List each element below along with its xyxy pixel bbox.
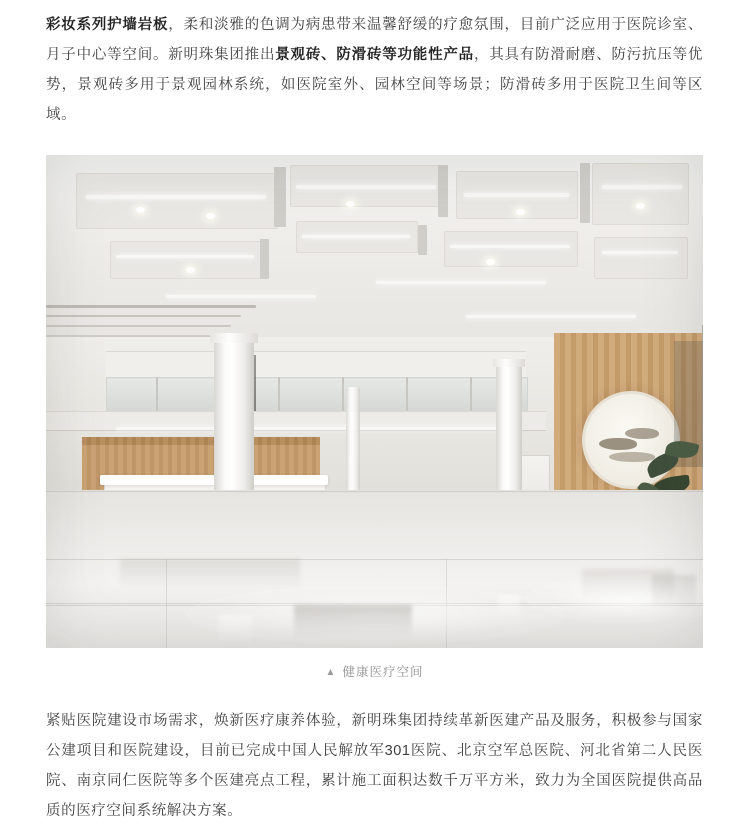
desk-reflection — [120, 559, 300, 589]
soffit-line — [46, 305, 256, 308]
ceiling-light-strip — [166, 295, 316, 298]
downlight — [516, 209, 525, 215]
soffit-line — [46, 315, 241, 317]
column-center-cap — [493, 359, 525, 367]
ceiling-panel — [594, 237, 688, 279]
ceiling-reveal — [418, 225, 427, 255]
floor-joint — [46, 491, 703, 492]
rail-post — [470, 377, 472, 411]
paragraph-one-lead: 彩妆系列护墙岩板 — [46, 17, 169, 33]
art-motif — [609, 452, 655, 462]
column-left-cap — [210, 333, 258, 343]
rail-post — [342, 377, 344, 411]
column-reflection — [218, 615, 252, 647]
ceiling-panel — [444, 231, 578, 267]
ceiling-panel — [110, 241, 262, 279]
ceiling-light-strip — [450, 245, 570, 248]
ceiling-light-strip — [466, 315, 636, 318]
downlight — [486, 259, 495, 265]
ceiling-panel — [592, 163, 689, 225]
ceiling-reveal — [438, 165, 448, 217]
hospital-lobby-figure — [46, 155, 703, 680]
rail-post — [278, 377, 280, 411]
ceiling-light-strip — [602, 251, 678, 254]
paragraph-one-text-b: ，其具有防滑耐磨、防污抗压等优势，景观砖多用于景观园林系统，如医院室外、园林空间等场景；防滑砖多用于医院卫生间等区域。 — [46, 47, 703, 124]
ceiling-reveal — [260, 239, 269, 279]
paragraph-one — [46, 0, 703, 131]
rail-post — [406, 377, 408, 411]
mezzanine-glass-rail — [106, 377, 528, 413]
reception-wood-top-edge — [82, 437, 320, 445]
hospital-lobby-photo — [46, 155, 703, 648]
downlight — [136, 207, 145, 213]
circular-art-medallion — [582, 391, 680, 489]
paragraph-one-bold-two: 景观砖、防滑砖等功能性产品 — [275, 47, 474, 64]
rail-post — [156, 377, 158, 411]
paragraph-one-text-a: ，柔和淡雅的色调为病患带来温馨舒缓的疗愈氛围，目前广泛应用于医院诊室、月子中心等空间。新明珠集团推出 — [46, 17, 703, 64]
soffit-line — [46, 325, 231, 327]
ceiling-light-strip — [464, 193, 569, 197]
figure-caption — [46, 648, 703, 680]
ceiling-light-strip — [116, 255, 254, 258]
paragraph-two: 紧贴医院建设市场需求，焕新医疗康养体验，新明珠集团持续革新医建产品及服务，积极参与国家公建项目和医院建设，目前已完成中国人民解放军301医院、北京空军总医院、河北省第二人民医院、南京同仁医院等多个医建亮点工程，累计施工面积达数千万平方米，致力为全国医院提供高品质的医疗空间系统解决方案。 — [46, 712, 703, 820]
ceiling-light-strip — [376, 281, 546, 284]
ceiling-light-strip — [302, 235, 410, 238]
mezzanine-band — [106, 351, 526, 379]
ceiling-light-strip — [602, 185, 682, 189]
ceiling-reveal — [274, 167, 286, 227]
ceiling-panel — [76, 173, 278, 229]
ceiling-light-strip — [86, 195, 266, 199]
column-reflection — [498, 595, 520, 623]
art-motif — [599, 438, 637, 450]
wall-light-strip — [116, 427, 506, 430]
plant-reflection — [652, 575, 696, 611]
ceiling-reveal — [580, 163, 590, 223]
ceiling-light-strip — [296, 185, 436, 189]
photo-scene — [46, 155, 703, 648]
downlight — [636, 203, 645, 209]
downlight — [206, 213, 215, 219]
downlight — [346, 201, 355, 207]
art-motif — [625, 428, 659, 439]
caption-triangle-icon: ▲ — [325, 666, 337, 678]
downlight — [186, 267, 195, 273]
caption-text: 健康医疗空间 — [342, 664, 424, 679]
pod-reflection — [294, 605, 412, 639]
